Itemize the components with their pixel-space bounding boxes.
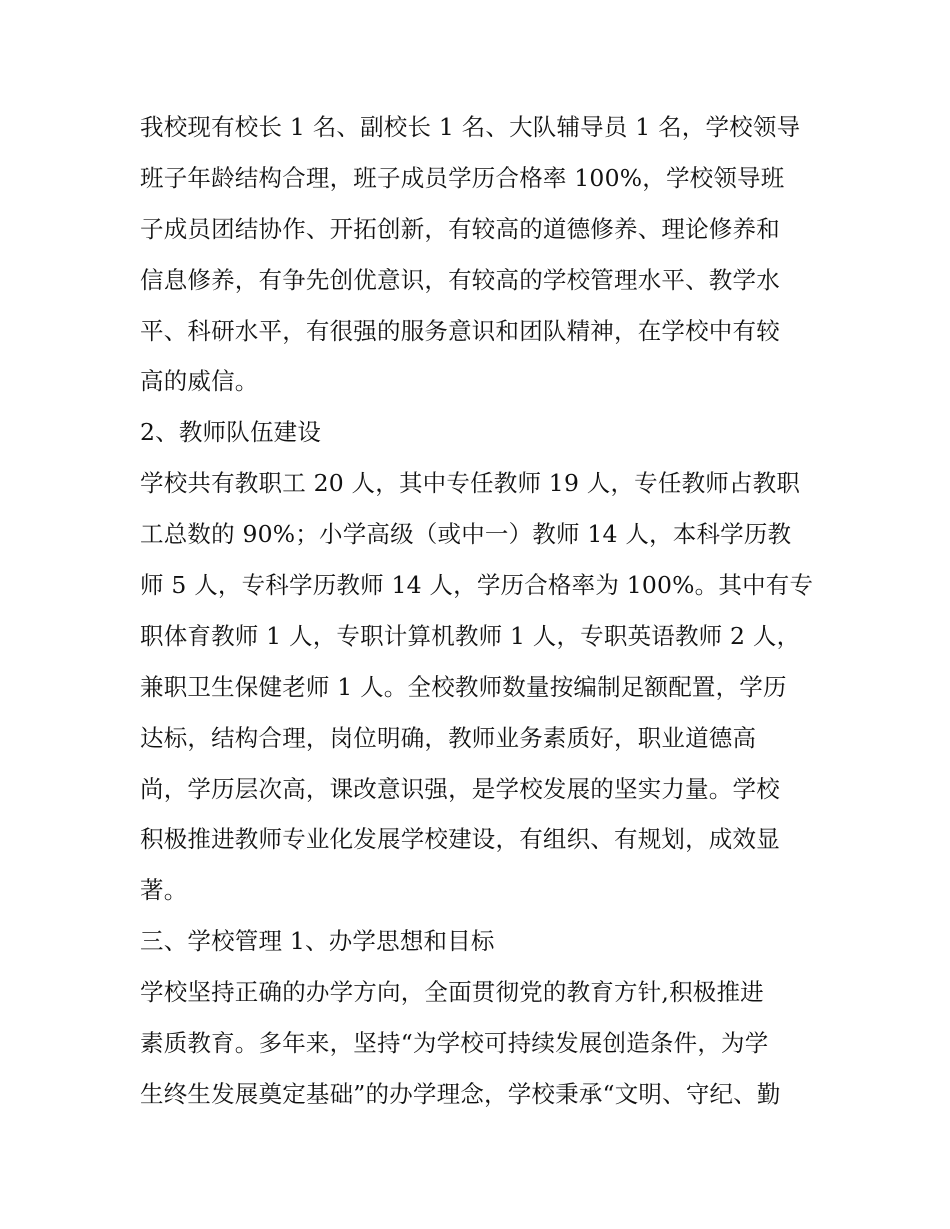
text-line: 积极推进教师专业化发展学校建设，有组织、有规划，成效显	[140, 825, 780, 854]
text-line: 生终生发展奠定基础”的办学理念，学校秉承“文明、守纪、勤	[140, 1079, 781, 1108]
body-text	[140, 102, 830, 1120]
text-line: 班子年龄结构合理，班子成员学历合格率 100%，学校领导班	[140, 163, 785, 192]
text-line: 职体育教师 1 人，专职计算机教师 1 人，专职英语教师 2 人，	[140, 621, 801, 650]
text-line: 素质教育。多年来，坚持“为学校可持续发展创造条件，为学	[140, 1029, 769, 1058]
text-line: 尚，学历层次高，课改意识强，是学校发展的坚实力量。学校	[140, 774, 780, 803]
text-line: 著。	[140, 876, 188, 905]
text-line: 达标，结构合理，岗位明确，教师业务素质好，职业道德高	[140, 723, 757, 752]
text-line: 子成员团结协作、开拓创新，有较高的道德修养、理论修养和	[140, 214, 780, 243]
text-line: 师 5 人，专科学历教师 14 人，学历合格率为 100%。其中有专	[140, 571, 814, 600]
section-heading: 三、学校管理 1、办学思想和目标	[140, 927, 495, 956]
text-line: 高的威信。	[140, 367, 259, 396]
text-line: 我校现有校长 1 名、副校长 1 名、大队辅导员 1 名，学校领导	[140, 113, 801, 141]
text-line: 兼职卫生保健老师 1 人。全校教师数量按编制足额配置，学历	[140, 672, 787, 701]
text-line: 学校坚持正确的办学方向，全面贯彻党的教育方针,积极推进	[140, 978, 764, 1007]
text-line: 信息修养，有争先创优意识，有较高的学校管理水平、教学水	[140, 265, 780, 294]
text-line: 学校共有教职工 20 人，其中专任教师 19 人，专任教师占教职	[140, 469, 801, 498]
text-line: 平、科研水平，有很强的服务意识和团队精神，在学校中有较	[140, 316, 780, 345]
section-heading: 2、教师队伍建设	[140, 418, 322, 447]
text-line: 工总数的 90%；小学高级（或中一）教师 14 人，本科学历教	[140, 520, 792, 549]
